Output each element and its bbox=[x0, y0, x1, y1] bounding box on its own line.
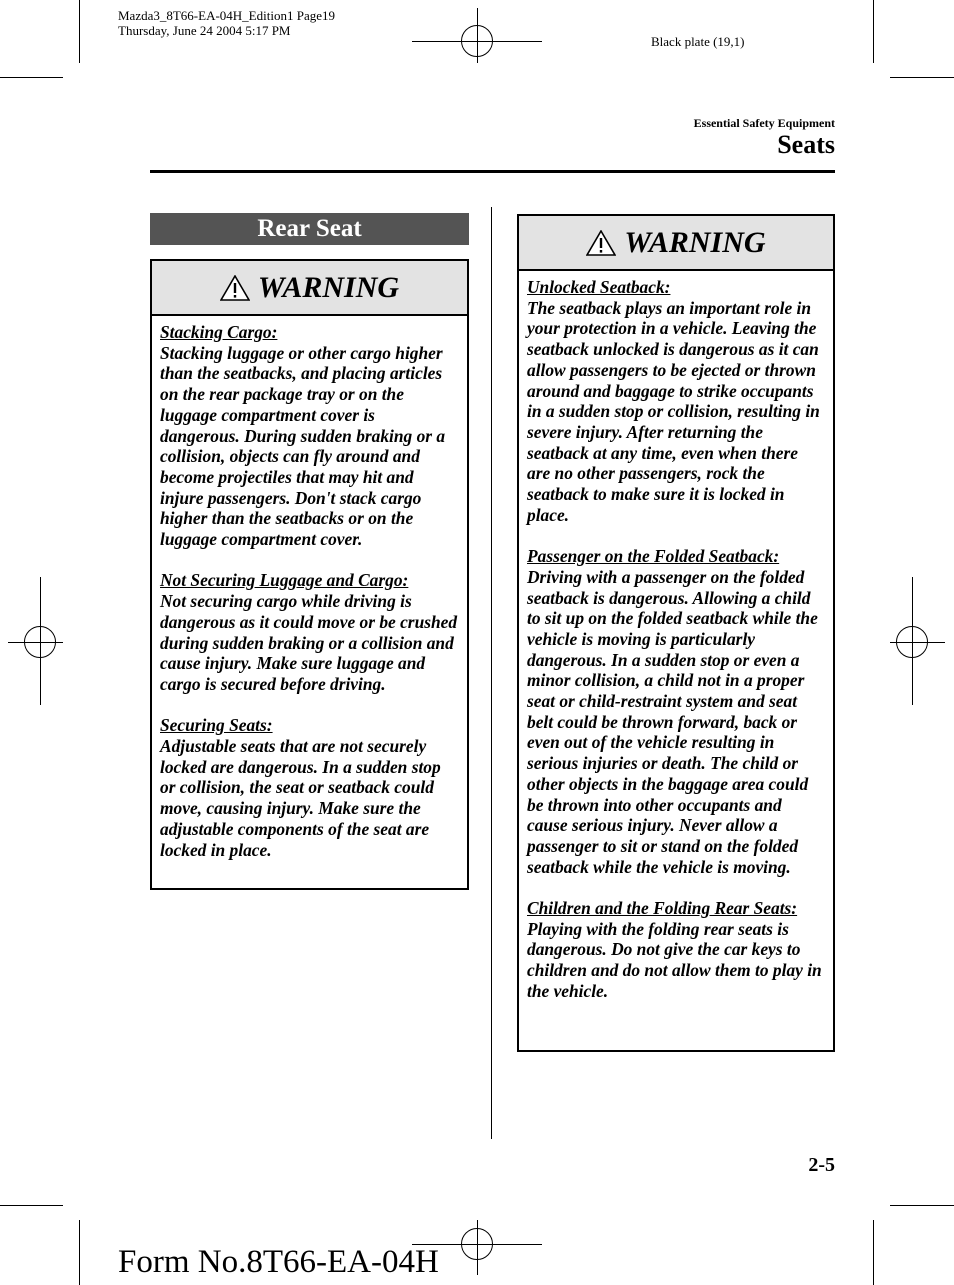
warning-body bbox=[519, 271, 833, 1010]
warning-item-text: The seatback plays an important role in your protection in a vehicle. Leaving the seatback unlocked is dangerous as it can allow passengers to be ejected or thrown around and baggage to strike occupants in a sudden stop or collision, resulting in severe injury. After returning the seatback at any time, even when there are no other passengers, rock the seatback to make sure it is locked in place. bbox=[527, 297, 820, 525]
warning-header bbox=[152, 261, 467, 316]
warning-item bbox=[527, 898, 825, 1002]
warning-item-title: Passenger on the Folded Seatback: bbox=[527, 546, 780, 567]
warning-box-left bbox=[150, 259, 469, 890]
warning-item-text: Playing with the folding rear seats is dangerous. Do not give the car keys to children and do not allow them to play in the vehicle. bbox=[527, 918, 822, 1001]
column-divider bbox=[491, 207, 492, 1139]
warning-triangle-icon bbox=[220, 275, 250, 301]
warning-item bbox=[160, 322, 459, 550]
form-number: Form No.8T66-EA-04H bbox=[118, 1244, 439, 1280]
warning-triangle-icon bbox=[586, 230, 616, 256]
warning-body bbox=[152, 316, 467, 868]
warning-item-text: Driving with a passenger on the folded seatback is dangerous. Allowing a child to sit up on the folded seatback while the vehicle is moving is particularly dangerous. In a sudden stop or even a minor collision, a child not in a proper seat or child-restraint system and seat belt could be thrown forward, back or even out of the vehicle resulting in serious injuries or death. The child or other objects in the baggage area could be thrown into other occupants and cause serious injury. Never allow a passenger to sit or stand on the folded seatback while the vehicle is moving. bbox=[527, 566, 818, 877]
warning-heading: WARNING bbox=[624, 225, 766, 259]
page-title: Seats bbox=[777, 130, 835, 159]
warning-item bbox=[160, 570, 459, 694]
print-date-line: Thursday, June 24 2004 5:17 PM bbox=[118, 23, 291, 38]
warning-header bbox=[519, 216, 833, 271]
warning-item-text: Stacking luggage or other cargo higher than the seatbacks, and placing articles on the rear package tray or on the luggage compartment cover is dangerous. During sudden braking or a collision, objects can fly around and become projectiles that may hit and injure passengers. Don't stack cargo higher than the seatbacks or on the luggage compartment cover. bbox=[160, 342, 446, 550]
warning-item bbox=[527, 546, 825, 877]
warning-item-title: Stacking Cargo: bbox=[160, 322, 278, 342]
warning-item-title: Securing Seats: bbox=[160, 715, 273, 736]
warning-box-right bbox=[517, 214, 835, 1052]
header-rule bbox=[150, 170, 835, 173]
print-meta bbox=[118, 8, 335, 38]
warning-item-title: Unlocked Seatback: bbox=[527, 277, 671, 297]
section-banner: Rear Seat bbox=[150, 213, 469, 245]
section-label: Essential Safety Equipment bbox=[693, 116, 835, 130]
warning-item-title: Children and the Folding Rear Seats: bbox=[527, 898, 798, 919]
warning-item bbox=[527, 277, 825, 525]
print-file-line: Mazda3_8T66-EA-04H_Edition1 Page19 bbox=[118, 8, 335, 23]
warning-item-title: Not Securing Luggage and Cargo: bbox=[160, 570, 409, 591]
warning-item-text: Adjustable seats that are not securely locked are dangerous. In a sudden stop or collision, the seat or seatback could move, causing injury. Make sure the adjustable components of the seat are locked in place. bbox=[160, 736, 441, 860]
warning-item bbox=[160, 715, 459, 860]
page-number: 2-5 bbox=[808, 1154, 835, 1176]
warning-heading: WARNING bbox=[257, 270, 400, 304]
warning-item-text: Not securing cargo while driving is dangerous as it could move or be crushed during sudden braking or a collision and cause injury. Make sure luggage and cargo is secured before driving. bbox=[160, 591, 458, 694]
plate-label: Black plate (19,1) bbox=[651, 34, 745, 49]
